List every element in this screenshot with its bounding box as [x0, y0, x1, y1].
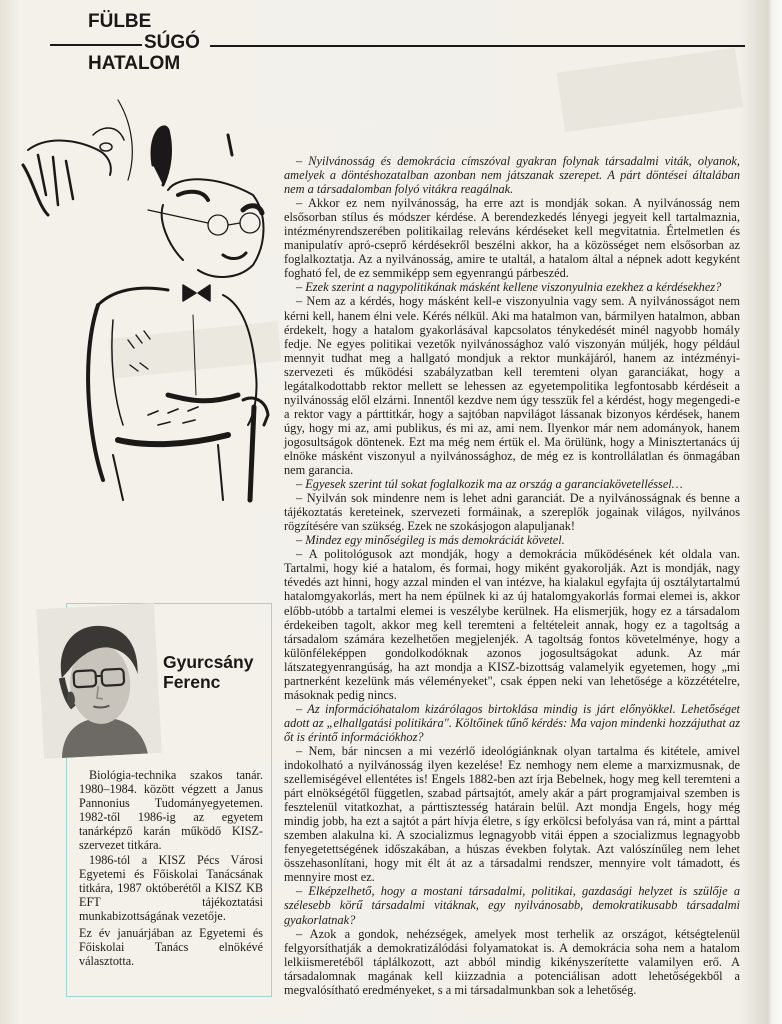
profile-name: [163, 652, 253, 692]
headline-rule-right: [210, 45, 745, 47]
profile-surname: Gyurcsány: [163, 652, 254, 672]
interview-answer: – Azok a gondok, nehézségek, amelyek most terhelik az országot, kétségtelenül felgyorsíthatják a demokratizálódási folyamatokat is. A demokrácia soha nem a hatalom lelkiismeretéből táplálkozott, azt abból mindig kikényszerítette valamilyen erő. A társadalomnak magának kell kiizzadnia a potenciálisan adott lehetőségekből a megvalósítható eredményeket, s a mi társadalmunkban sok a lehetőség.: [284, 926, 740, 997]
bio-paragraph: 1986-tól a KISZ Pécs Városi Egyetemi és Főiskolai Tanácsának titkára, 1987 októberétől a KISZ KB EFT tájékoztatási munkabizottságának vezetője.: [79, 852, 263, 923]
interview-question: – Az információhatalom kizárólagos birtoklása mindig is járt előnyökkel. Lehetőséget adott az „elhallgatási politikára". Költőinek tűnő kérdés: Ma vajon mindenki hozzájuthat az őt is érintő információkhoz?: [284, 701, 740, 744]
headline-word-3: HATALOM: [88, 53, 181, 74]
interview-answer: – Akkor ez nem nyilvánosság, ha erre azt is mondják sokan. A nyilvánosság nem elsősorban stílus és módszer kérdése. A berendezkedés lényegi jegyeit kell tartalmaznia, intézményrendszerében politikailag releváns kérdéseket kell megvitatnia. Értelmetlen és manipulatív apró-cseprő kérdésekről beszélni akkor, ha a közösséget nem elsősorban az foglalkoztatja. Az a nyilvánosság, amire te utaltál, a hatalom által a népnek adott kegyként fogható fel, de ez semmiképp sem egyenrangú párbeszéd.: [284, 196, 740, 281]
interview-question: – Mindez egy minőségileg is más demokráciát követel.: [296, 533, 565, 548]
interview-answer: – A politológusok azt mondják, hogy a demokrácia működésének két oldala van. Tartalmi, hogy kié a hatalom, és formai, hogy miként gyakorolják. Azt is mondják, nagy tévedés azt hinni, hogy azzal minden el van intézve, ha kialakul egyfajta új osztálytartalmú hatalomgyakorlás, mert ha nem épülnek ki az új hatalomgyakorlás formai elemei is, akkor előbb-utóbb a tartalmi elemei is veszélybe kerülnek. Ha elismerjük, hogy ez a társadalom érdekeiben tagolt, akkor meg kell teremteni a feltételeit annak, hogy ez a tagoltság a társadalom számára kezelhetően megjelenjék. A tagoltság fontos követelménye, hogy a különféleképpen gondolkodóknak azonos jogosultságokat adunk. Az már látszategyenrangúság, ha azt mondja a KISZ-bizottság valamelyik egyetemen, hogy „mi partnerként kezelünk más véleményeket", csak éppen neki van lehetősége a közzétételre, másoknak pedig nincs.: [284, 547, 740, 702]
headline-rule-left: [50, 44, 142, 46]
interview-text: [284, 154, 740, 997]
interview-answer: – Nem az a kérdés, hogy másként kell-e viszonyulnia vagy sem. A nyilvánosságot nem kérni kell, hanem élni vele. Kérés nélkül. Aki ma hatalmon van, bármilyen hatalmon, abban érdekelt, hogy a hatalom gyakorlásával kapcsolatos ténykedését minél nagyobb homály fedje. Ne egyes politikai vezetők nyilvánossághoz való viszonyán múljék, hogy például mennyit tudhat meg a hallgató mondjuk a rektor munkájáról, hanem az intézményi-szervezeti és működési szabályzatban kell teremteni olyan garanciákat, hogy a legátalkodottabb rektor mellett se lehessen az egyetempolitika legfontosabb kérdéseit a nyilvánosság elől elzárni. Innentől kezdve nem úgy tesszük fel a kérdést, hogy megengedi-e a rektor vagy a párttitkár, hogy a sajtóban napvilágot lássanak bizonyos kérdések, hanem úgy, hogy mi az, ami publikus, és mi az, ami nem. Ilyenkor már nem adományok, hanem jogosultságok döntenek. Ezt ma még nem értük el. Ma örülünk, hogy a Minisztertanács új elnöke másként viszonyul a nyilvánossághoz, de még ez is kontrollálatlan és önmagában nem garancia.: [284, 294, 740, 478]
interview-answer: – Nem, bár nincsen a mi vezérlő ideológiánknak olyan tartalma és kitétele, amivel indokolható a nyilvánosság ilyen kezelése! Ez nemhogy nem eleme a marxizmusnak, de szellemiségével ellentétes is! Engels 1882-ben azt írja Bebelnek, hogy meg kell teremteni a párt elnökségétől független, szabad pártsajtót, amely akár a párt programjaival szemben is fesztelenül vitatkozhat, a párttisztesség határain belül. Azt mondja Engels, hogy még mindig jobb, ha ezt a sajtót a párt hívja életre, s így erkölcsi befolyása van rá, mint a párttal szemben alakulna ki. A szocializmus legnagyobb vitái éppen a szocializmus legnagyobb fenyegetettségének időszakában, a húszas években folytak. Azt valószínűleg nem lehet összehasonlítani, hogy mit élt át az a társadalmi rendszer, mennyire volt támadott, és mennyire most ez.: [284, 743, 740, 885]
portrait-photo: [36, 603, 162, 759]
interview-question: – Egyesek szerint túl sokat foglalkozik ma az ország a garanciakövetelléssel…: [296, 477, 683, 492]
profile-bio: [79, 768, 263, 968]
interview-question: – Ezek szerint a nagypolitikának másként kellene viszonyulnia ezekhez a kérdésekhez?: [296, 280, 722, 295]
interview-question: – Elképzelhető, hogy a mostani társadalmi, politikai, gazdasági helyzet is szülője a szélesebb körű társadalmi vitáknak, egy nyilvánosabb, demokratikusabb társadalmi gyakorlatnak?: [284, 884, 740, 927]
headline-word-1: FÜLBE: [88, 11, 152, 32]
interview-answer: – Nyilván sok mindenre nem is lehet adni garanciát. De a nyilvánosságnak és benne a tájékoztatás kereteinek, szervezeti formáinak, a szereplők jogainak világos, nyilvános rögzítésére van szükség. Ezek ne szokásjogon alapuljanak!: [284, 491, 740, 534]
headline-word-2: SÚGÓ: [144, 32, 200, 53]
interview-question: – Nyilvánosság és demokrácia címszóval gyakran folynak társadalmi viták, olyanok, amelyek a döntéshozatalban azonban nem játszanak szerepet. A párt döntései általában nem a társadalomban folyó vitákra reagálnak.: [284, 154, 740, 197]
bio-paragraph: Ez év januárjában az Egyetemi és Főiskolai Tanács elnökévé választotta.: [79, 926, 263, 969]
bio-paragraph: Biológia-technika szakos tanár. 1980–1984. között végzett a Janus Pannonius Tudományegyetemen. 1982-től 1986-ig az egyetem tanárképző karán működő KISZ-szervezet titkára.: [79, 768, 263, 853]
article-headline: [0, 8, 760, 78]
profile-given-name: Ferenc: [163, 672, 221, 692]
whispering-figures-illustration: [18, 95, 280, 505]
